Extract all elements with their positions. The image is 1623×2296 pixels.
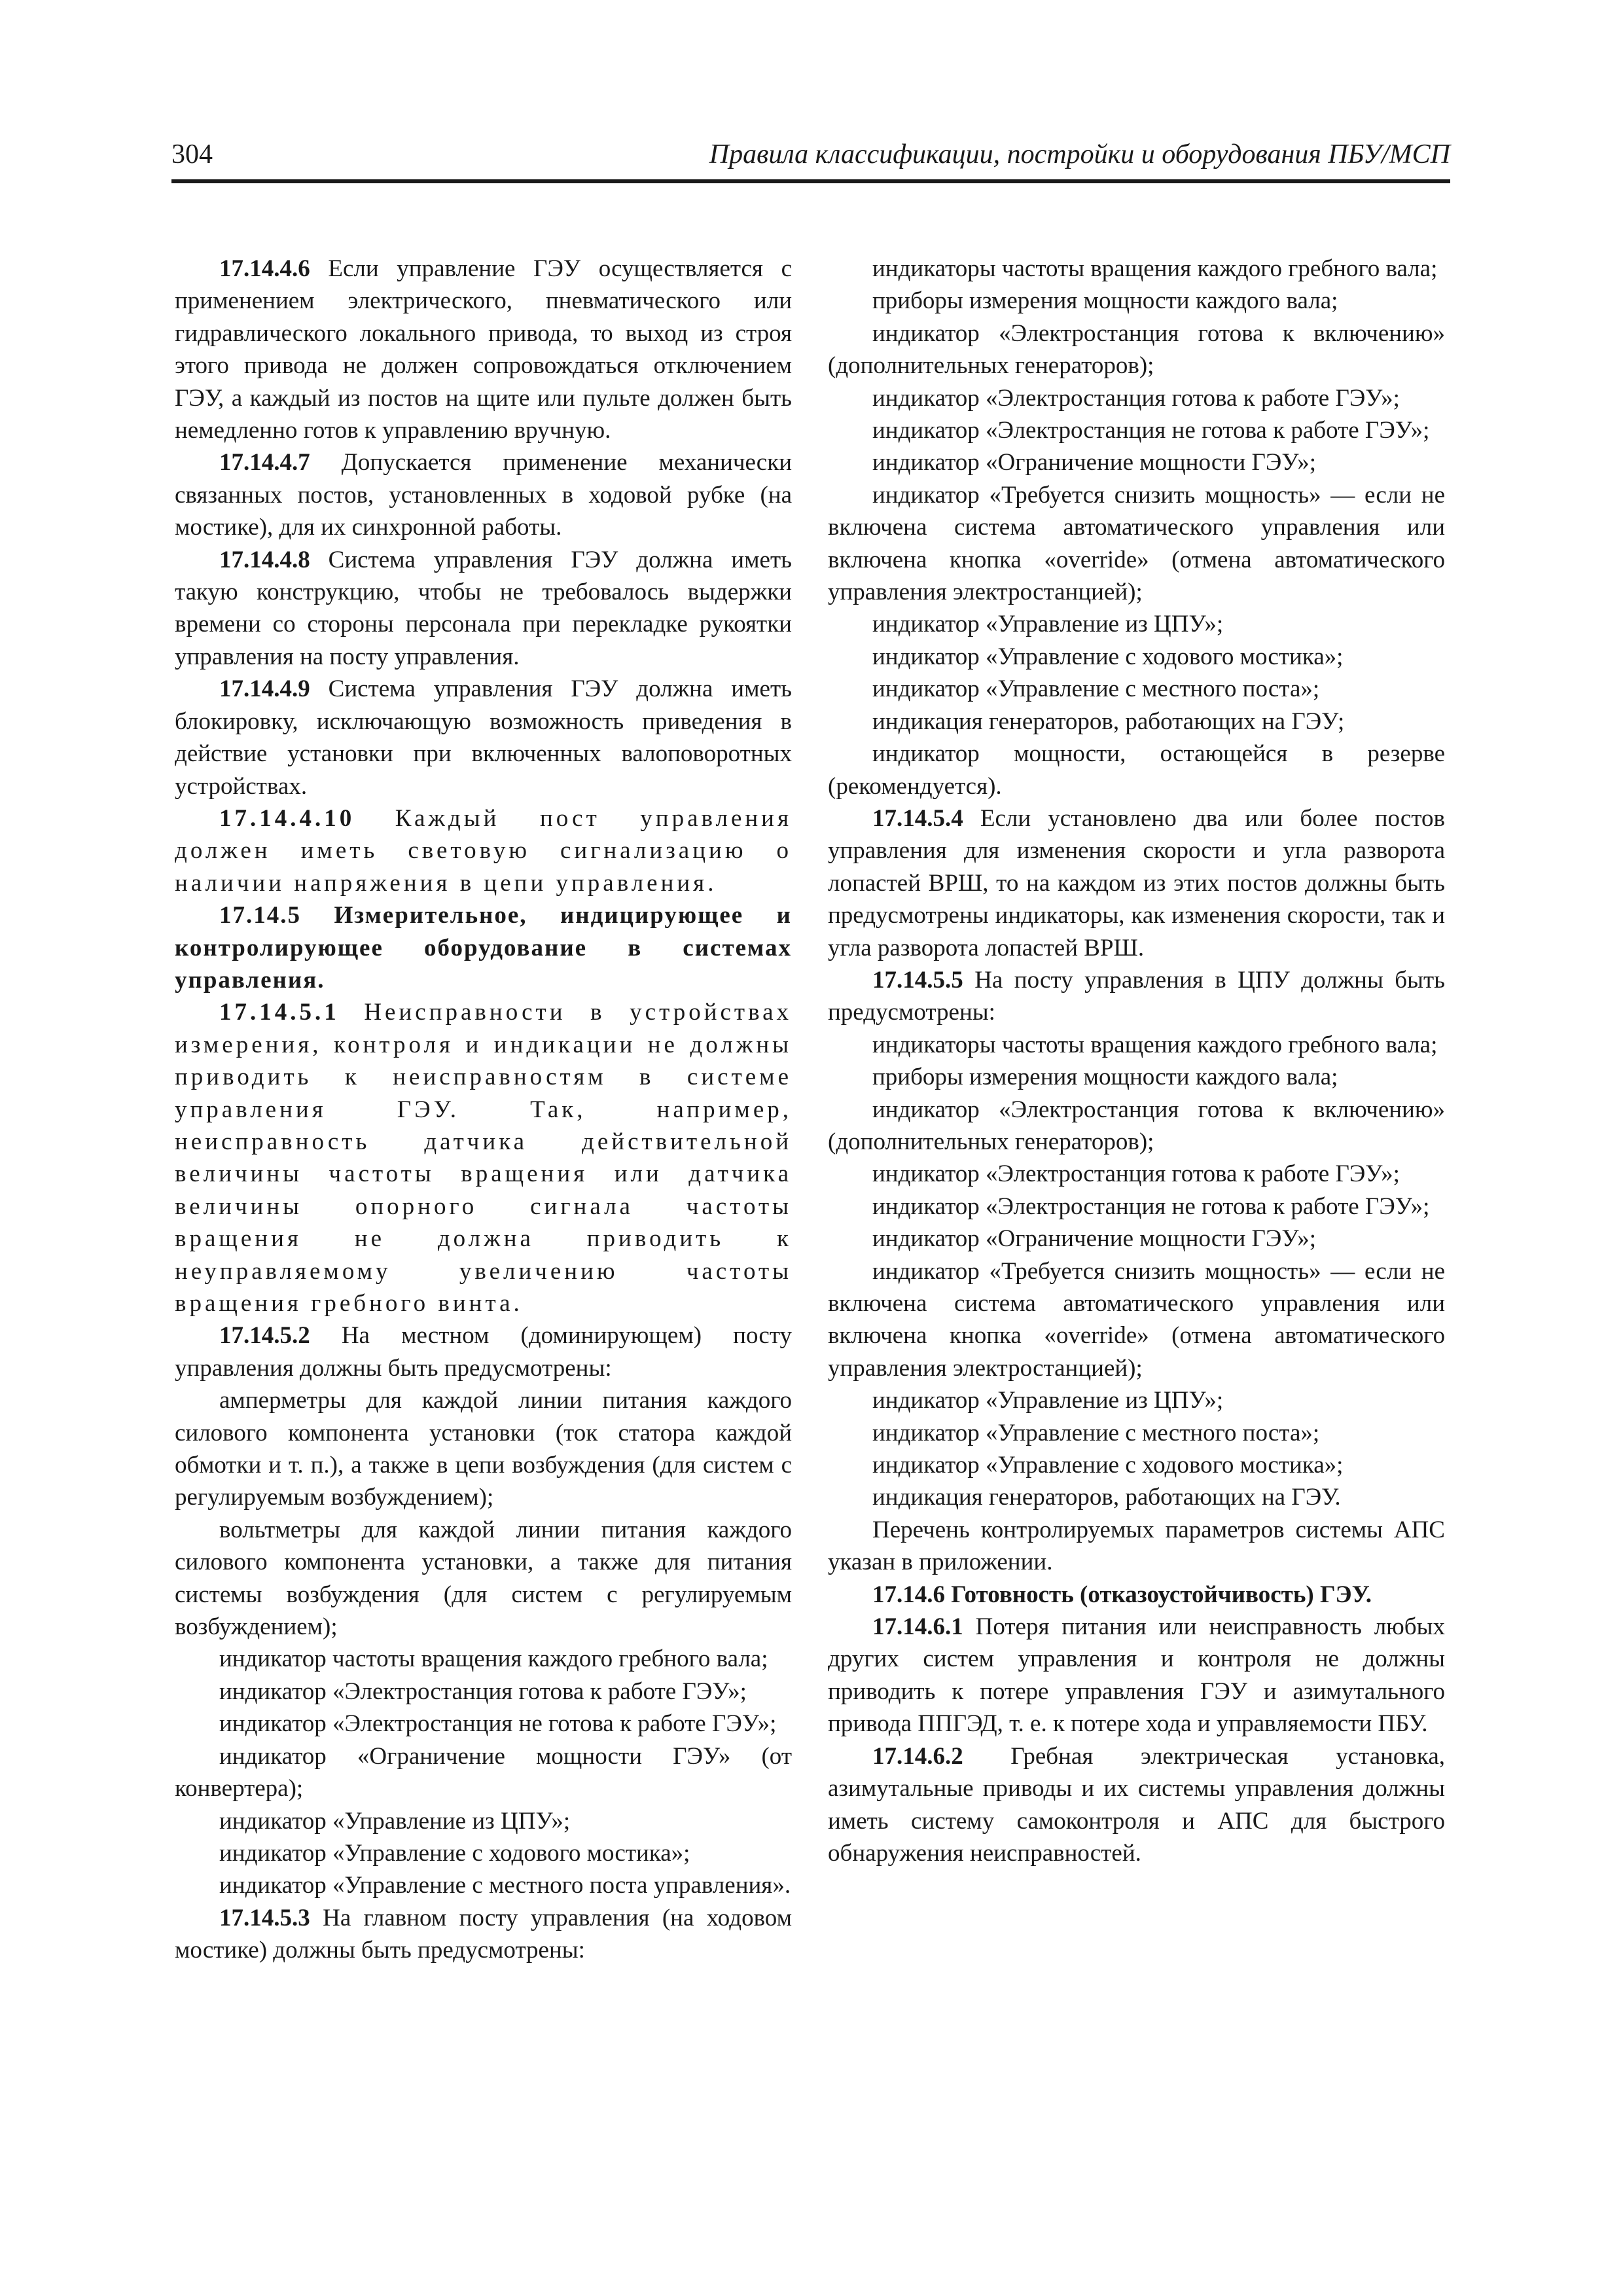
list-item-text: амперметры для каждой линии питания каждого силового компонента установки (ток статора каждой обмотки и т. п.), а также в цепи возбуждения (для систем с регулируемым возбуждением); (175, 1387, 792, 1511)
clause-text: Допускается применение механически связанных постов, установленных в ходовой рубке (на мостике), для их синхронной работы. (175, 449, 792, 541)
list-item-text: индикатор «Управление из ЦПУ»; (872, 611, 1224, 638)
list-item (828, 1191, 1445, 1223)
clause-text: На местном (доминирующем) посту управления должны быть предусмотрены: (175, 1322, 792, 1382)
list-item-text: индикатор «Управление из ЦПУ»; (872, 1387, 1224, 1414)
list-item (828, 317, 1445, 382)
list-item-text: индикация генераторов, работающих на ГЭУ. (872, 1484, 1341, 1511)
list-item (828, 1449, 1445, 1481)
clause-text: Если установлено два или более постов управления для изменения скорости и угла разворота лопастей ВРШ, то на каждом из этих постов должны быть предусмотрены индикаторы, как изменения скорости, так и угла разворота лопастей ВРШ. (828, 804, 1445, 961)
clause-17-14-5-2 (175, 1319, 792, 1384)
list-item (828, 738, 1445, 802)
clause-number: 17.14.5.2 (219, 1322, 310, 1350)
list-item (175, 1740, 792, 1805)
clause-number: 17.14.6.2 (872, 1742, 963, 1770)
list-item-text: индикатор «Управление с ходового мостика»; (872, 643, 1344, 670)
list-item-text: вольтметры для каждой линии питания каждого силового компонента установки, а также для питания системы возбуждения (для систем с регулируемым возбуждением); (175, 1516, 792, 1641)
list-item-text: индикатор «Ограничение мощности ГЭУ» (от конвертера); (175, 1742, 792, 1803)
list-item-text: индикатор «Требуется снизить мощность» — если не включена система автоматического управления или включена кнопка «override» (отмена автоматического управления электростанцией); (828, 481, 1445, 606)
clause-text: На посту управления в ЦПУ должны быть предусмотрены: (828, 966, 1445, 1026)
list-item (828, 608, 1445, 640)
list-item (828, 1417, 1445, 1449)
page-number: 304 (171, 139, 213, 170)
clause-text: Потеря питания или неисправность любых других систем управления и контроля не должны приводить к потере управления ГЭУ и азимутального привода ППГЭД, т. е. к потере хода и управляемости ПБУ. (828, 1613, 1445, 1738)
list-item (828, 1481, 1445, 1513)
list-item-text: индикатор «Электростанция не готова к работе ГЭУ»; (219, 1710, 777, 1738)
clause-17-14-4-8 (175, 544, 792, 673)
section-heading-17-14-6 (828, 1579, 1445, 1611)
clause-text: Неисправности в устройствах измерения, контроля и индикации не должны приводить к неисправностям в системе управления ГЭУ. Так, например, неисправность датчика действительной величины частоты вращения или датчика величины опорного сигнала частоты вращения не должна приводить к неуправляемому увеличению частоты вращения гребного винта. (175, 999, 792, 1317)
list-item (828, 641, 1445, 673)
list-item (828, 1384, 1445, 1416)
clause-17-14-4-7 (175, 446, 792, 543)
clause-number: 17.14.5.3 (219, 1904, 310, 1931)
clause-text: Каждый пост управления должен иметь световую сигнализацию о наличии напряжения в цепи управления. (175, 804, 792, 897)
left-column (175, 253, 792, 1967)
clause-text: На главном посту управления (на ходовом мостике) должны быть предусмотрены: (175, 1904, 792, 1964)
list-item (828, 706, 1445, 738)
clause-number: 17.14.5.1 (219, 999, 340, 1026)
list-item-text: индикатор «Электростанция готова к включению» (дополнительных генераторов); (828, 1096, 1445, 1155)
clause-text: Система управления ГЭУ должна иметь блокировку, исключающую возможность приведения в действие установки при включенных валоповоротных устройствах. (175, 675, 792, 800)
clause-17-14-4-9 (175, 673, 792, 802)
clause-number: 17.14.4.9 (219, 675, 310, 703)
clause-number: 17.14.6.1 (872, 1613, 963, 1641)
list-item-text: индикаторы частоты вращения каждого гребного вала; (872, 1031, 1438, 1058)
list-item-text: индикаторы частоты вращения каждого гребного вала; (872, 255, 1438, 282)
clause-number: 17.14.5.5 (872, 966, 963, 994)
list-item (828, 414, 1445, 446)
list-item-text: индикатор «Управление из ЦПУ»; (219, 1807, 571, 1835)
paragraph (828, 1514, 1445, 1579)
clause-17-14-5-1 (175, 996, 792, 1319)
running-title: Правила классификации, постройки и оборудования ПБУ/МСП (709, 139, 1450, 170)
paragraph-text: Перечень контролируемых параметров системы АПС указан в приложении. (828, 1516, 1445, 1576)
list-item (828, 1223, 1445, 1255)
clause-17-14-6-2 (828, 1740, 1445, 1870)
list-item-text: индикатор «Управление с ходового мостика»; (219, 1839, 690, 1867)
list-item (175, 1676, 792, 1708)
clause-17-14-4-6 (175, 253, 792, 446)
clause-text: Система управления ГЭУ должна иметь такую конструкцию, чтобы не требовалось выдержки времени со стороны персонала при перекладке рукоятки управления на посту управления. (175, 546, 792, 670)
clause-17-14-5-4 (828, 802, 1445, 964)
list-item-text: индикация генераторов, работающих на ГЭУ; (872, 708, 1345, 735)
list-item (175, 1869, 792, 1901)
list-item (175, 1643, 792, 1675)
page-header (171, 139, 1450, 183)
list-item (828, 1061, 1445, 1093)
list-item-text: индикатор «Электростанция не готова к работе ГЭУ»; (872, 1193, 1430, 1220)
clause-number: 17.14.4.6 (219, 255, 310, 282)
clause-text: Если управление ГЭУ осуществляется с применением электрического, пневматического или гидравлического локального привода, то выход из строя этого привода не должен сопровождаться отключением ГЭУ, а каждый из постов на щите или пульте должен быть немедленно готов к управлению вручную. (175, 255, 792, 444)
right-column (828, 253, 1445, 1869)
list-item (175, 1514, 792, 1643)
list-item-text: индикатор «Требуется снизить мощность» — если не включена система автоматического управления или включена кнопка «override» (отмена автоматического управления электростанцией); (828, 1257, 1445, 1382)
list-item-text: индикатор «Управление с ходового мостика»; (872, 1452, 1344, 1479)
list-item-text: индикатор «Электростанция готова к работе ГЭУ»; (872, 384, 1400, 412)
list-item-text: индикатор частоты вращения каждого гребного вала; (219, 1645, 768, 1673)
list-item (828, 285, 1445, 317)
list-item-text: приборы измерения мощности каждого вала; (872, 1064, 1338, 1091)
list-item-text: индикатор «Управление с местного поста»; (872, 1419, 1320, 1446)
list-item (828, 382, 1445, 414)
section-number: 17.14.6 (872, 1581, 945, 1608)
list-item-text: приборы измерения мощности каждого вала; (872, 287, 1338, 315)
list-item-text: индикатор «Ограничение мощности ГЭУ»; (872, 1225, 1316, 1253)
list-item (175, 1837, 792, 1869)
clause-17-14-5-5 (828, 964, 1445, 1029)
list-item (828, 1255, 1445, 1385)
list-item-text: индикатор «Управление с местного поста управления». (219, 1872, 791, 1899)
list-item (828, 1029, 1445, 1061)
clause-17-14-6-1 (828, 1611, 1445, 1740)
list-item-text: индикатор мощности, остающейся в резерве (рекомендуется). (828, 740, 1445, 800)
list-item-text: индикатор «Управление с местного поста»; (872, 675, 1320, 703)
list-item-text: индикатор «Электростанция готова к работе ГЭУ»; (872, 1160, 1400, 1188)
list-item (828, 1158, 1445, 1190)
section-title: Измерительное, индицирующее и контролирующее оборудование в системах управления. (175, 902, 792, 994)
section-number: 17.14.5 (219, 902, 301, 929)
list-item (828, 479, 1445, 609)
list-item (175, 1384, 792, 1514)
clause-number: 17.14.5.4 (872, 804, 963, 832)
clause-text: Гребная электрическая установка, азимутальные приводы и их системы управления должны иметь систему самоконтроля и АПС для быстрого обнаружения неисправностей. (828, 1742, 1445, 1867)
section-title: Готовность (отказоустойчивость) ГЭУ. (945, 1581, 1372, 1608)
clause-17-14-5-3 (175, 1902, 792, 1967)
clause-number: 17.14.4.7 (219, 449, 310, 476)
clause-17-14-4-10 (175, 802, 792, 899)
clause-number: 17.14.4.10 (219, 804, 355, 832)
list-item (828, 446, 1445, 478)
clause-number: 17.14.4.8 (219, 546, 310, 573)
list-item-text: индикатор «Электростанция готова к включению» (дополнительных генераторов); (828, 319, 1445, 380)
list-item (828, 673, 1445, 705)
list-item-text: индикатор «Ограничение мощности ГЭУ»; (872, 449, 1316, 476)
list-item-text: индикатор «Электростанция не готова к работе ГЭУ»; (872, 417, 1430, 444)
section-heading-17-14-5 (175, 899, 792, 996)
list-item (828, 253, 1445, 285)
list-item (175, 1708, 792, 1740)
list-item (175, 1805, 792, 1837)
list-item (828, 1094, 1445, 1158)
list-item-text: индикатор «Электростанция готова к работе ГЭУ»; (219, 1677, 747, 1705)
